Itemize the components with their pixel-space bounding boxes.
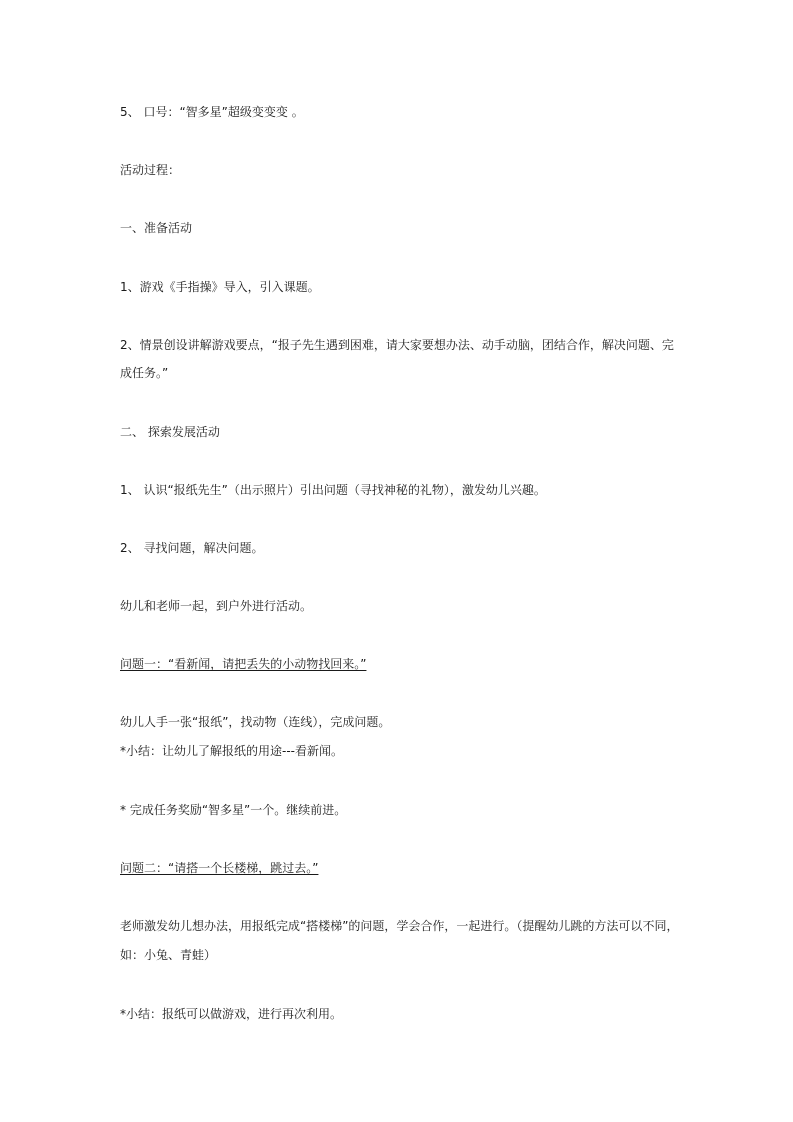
problem-one-heading: 问题一：“看新闻，请把丢失的小动物找回来。” [120, 657, 367, 671]
outdoor-activity-line: 幼儿和老师一起，到户外进行活动。 [120, 599, 313, 613]
slogan-line: 5、 口号：“智多星”超级变变变 。 [120, 105, 304, 119]
problem-two-task-continued: 如：小兔、青蛙） [120, 948, 217, 962]
step-2-scenario: 2、情景创设讲解游戏要点，“报子先生遇到困难，请大家要想办法、动手动脑，团结合作，解决问题、完 [120, 338, 674, 352]
reward-line: * 完成任务奖励“智多星”一个。继续前进。 [120, 803, 347, 817]
problem-two-summary: *小结：报纸可以做游戏，进行再次利用。 [120, 1007, 343, 1021]
problem-one-task: 幼儿人手一张“报纸”，找动物（连线），完成问题。 [120, 715, 391, 729]
problem-two-heading: 问题二：“请搭一个长楼梯，跳过去。” [120, 861, 319, 875]
section-heading-preparation: 一、准备活动 [120, 221, 193, 235]
problem-two-task: 老师激发幼儿想办法，用报纸完成“搭楼梯”的问题，学会合作，一起进行。（提醒幼儿跳的方法可以不同， [120, 919, 679, 933]
section-heading-exploration: 二、 探索发展活动 [120, 425, 220, 439]
step-2-scenario-continued: 成任务。” [120, 366, 169, 380]
process-heading: 活动过程： [120, 163, 181, 177]
exploration-step-1: 1、 认识“报纸先生”（出示照片）引出问题（寻找神秘的礼物），激发幼儿兴趣。 [120, 483, 546, 497]
problem-one-summary: *小结：让幼儿了解报纸的用途---看新闻。 [120, 744, 343, 758]
step-1-game: 1、游戏《手指操》导入，引入课题。 [120, 280, 320, 294]
exploration-step-2: 2、 寻找问题，解决问题。 [120, 541, 264, 555]
